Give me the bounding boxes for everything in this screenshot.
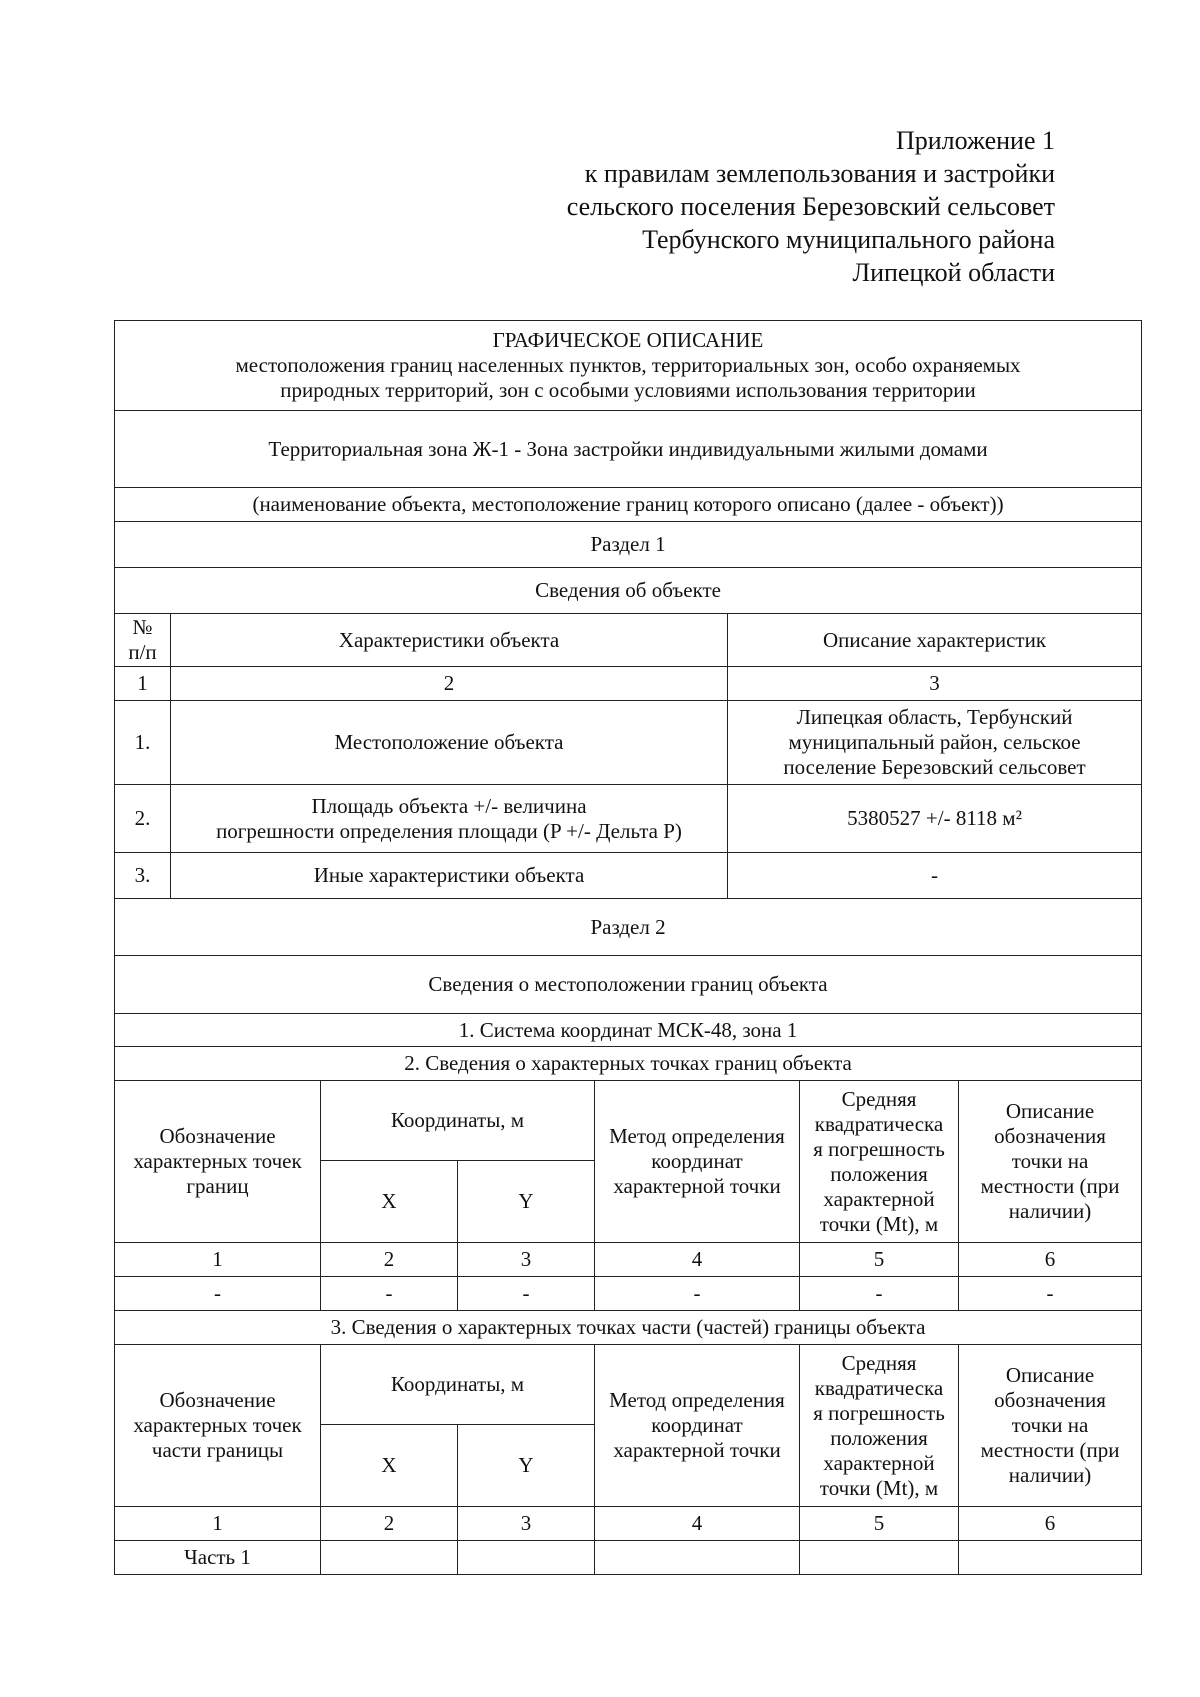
document-subheading: природных территорий, зон с особыми условиями использования территории (280, 378, 976, 402)
col-number: 4 (595, 1507, 800, 1541)
error-header: Средняя квадратическа я погрешность положения характерной точки (Mt), м (800, 1081, 959, 1243)
object-caption: (наименование объекта, местоположение границ которого описано (далее - объект)) (115, 488, 1142, 522)
col-number: 2 (321, 1507, 458, 1541)
document-subheading: местоположения границ населенных пунктов, территориальных зон, особо охраняемых (235, 353, 1021, 377)
table-row (115, 785, 1142, 853)
object-name: Территориальная зона Ж-1 - Зона застройки индивидуальными жилыми домами (115, 411, 1142, 488)
empty-cell (800, 1541, 959, 1575)
table-row (115, 1277, 1142, 1311)
section2-subtitle-row (115, 956, 1142, 1014)
point-cell: - (800, 1277, 959, 1311)
characteristic-name: Местоположение объекта (171, 701, 728, 785)
num-header: № п/п (115, 614, 171, 667)
document-heading: ГРАФИЧЕСКОЕ ОПИСАНИЕ (492, 328, 764, 352)
parts-header-row (115, 1345, 1142, 1425)
col-number: 3 (458, 1507, 595, 1541)
col-number: 6 (959, 1507, 1142, 1541)
object-name-row (115, 411, 1142, 488)
part-label: Часть 1 (115, 1541, 321, 1575)
appendix-line: к правилам землепользования и застройки (584, 159, 1055, 188)
section1-subtitle: Сведения об объекте (115, 568, 1142, 614)
col-number: 3 (728, 667, 1142, 701)
section2-subtitle: Сведения о местоположении границ объекта (115, 956, 1142, 1014)
object-caption-row (115, 488, 1142, 522)
col-number: 3 (458, 1243, 595, 1277)
graphic-description-table (114, 320, 1142, 1575)
parts-colnum-row (115, 1507, 1142, 1541)
table-row (115, 853, 1142, 899)
section1-header-row (115, 614, 1142, 667)
point-description-header: Описание обозначения точки на местности (при наличии) (959, 1345, 1142, 1507)
designation-header: Обозначение характерных точек границ (115, 1081, 321, 1243)
points-header-row (115, 1081, 1142, 1161)
coordinates-header: Координаты, м (321, 1345, 595, 1425)
point-cell: - (115, 1277, 321, 1311)
col-number: 1 (115, 667, 171, 701)
row-number: 1. (115, 701, 171, 785)
section1-colnum-row (115, 667, 1142, 701)
x-header: X (321, 1425, 458, 1507)
point-cell: - (595, 1277, 800, 1311)
col-number: 4 (595, 1243, 800, 1277)
points-colnum-row (115, 1243, 1142, 1277)
coordinate-system: 1. Система координат МСК-48, зона 1 (115, 1014, 1142, 1047)
designation-header: Обозначение характерных точек части границы (115, 1345, 321, 1507)
description-header: Описание характеристик (728, 614, 1142, 667)
row-number: 2. (115, 785, 171, 853)
section1-subtitle-row (115, 568, 1142, 614)
characteristic-name: Иные характеристики объекта (171, 853, 728, 899)
title-row (115, 321, 1142, 411)
col-number: 2 (171, 667, 728, 701)
col-number: 2 (321, 1243, 458, 1277)
parts-title: 3. Сведения о характерных точках части (частей) границы объекта (115, 1311, 1142, 1345)
empty-cell (321, 1541, 458, 1575)
section2-title: Раздел 2 (115, 899, 1142, 956)
section1-title: Раздел 1 (115, 522, 1142, 568)
table-row (115, 701, 1142, 785)
points-title-row (115, 1047, 1142, 1081)
appendix-line: Приложение 1 (895, 126, 1055, 155)
characteristic-value: - (728, 853, 1142, 899)
parts-title-row (115, 1311, 1142, 1345)
coordinates-header: Координаты, м (321, 1081, 595, 1161)
y-header: Y (458, 1425, 595, 1507)
col-number: 6 (959, 1243, 1142, 1277)
col-number: 1 (115, 1243, 321, 1277)
x-header: X (321, 1161, 458, 1243)
appendix-line: Тербунского муниципального района (642, 225, 1055, 254)
characteristic-value: Липецкая область, Тербунский муниципальный район, сельское поселение Березовский сельсовет (728, 701, 1142, 785)
empty-cell (595, 1541, 800, 1575)
coord-system-row (115, 1014, 1142, 1047)
row-number: 3. (115, 853, 171, 899)
appendix-header (567, 124, 1055, 289)
point-cell: - (458, 1277, 595, 1311)
empty-cell (458, 1541, 595, 1575)
point-cell: - (959, 1277, 1142, 1311)
point-description-header: Описание обозначения точки на местности (при наличии) (959, 1081, 1142, 1243)
error-header: Средняя квадратическа я погрешность положения характерной точки (Mt), м (800, 1345, 959, 1507)
section1-title-row (115, 522, 1142, 568)
col-number: 5 (800, 1507, 959, 1541)
col-number: 1 (115, 1507, 321, 1541)
col-number: 5 (800, 1243, 959, 1277)
table-row (115, 1541, 1142, 1575)
point-cell: - (321, 1277, 458, 1311)
characteristic-name: Площадь объекта +/- величина погрешности определения площади (P +/- Дельта P) (171, 785, 728, 853)
method-header: Метод определения координат характерной точки (595, 1081, 800, 1243)
method-header: Метод определения координат характерной точки (595, 1345, 800, 1507)
appendix-line: Липецкой области (852, 258, 1055, 287)
characteristic-value: 5380527 +/- 8118 м² (728, 785, 1142, 853)
points-title: 2. Сведения о характерных точках границ объекта (115, 1047, 1142, 1081)
section2-title-row (115, 899, 1142, 956)
characteristics-header: Характеристики объекта (171, 614, 728, 667)
appendix-line: сельского поселения Березовский сельсовет (566, 192, 1055, 221)
y-header: Y (458, 1161, 595, 1243)
empty-cell (959, 1541, 1142, 1575)
title-cell (115, 321, 1142, 411)
